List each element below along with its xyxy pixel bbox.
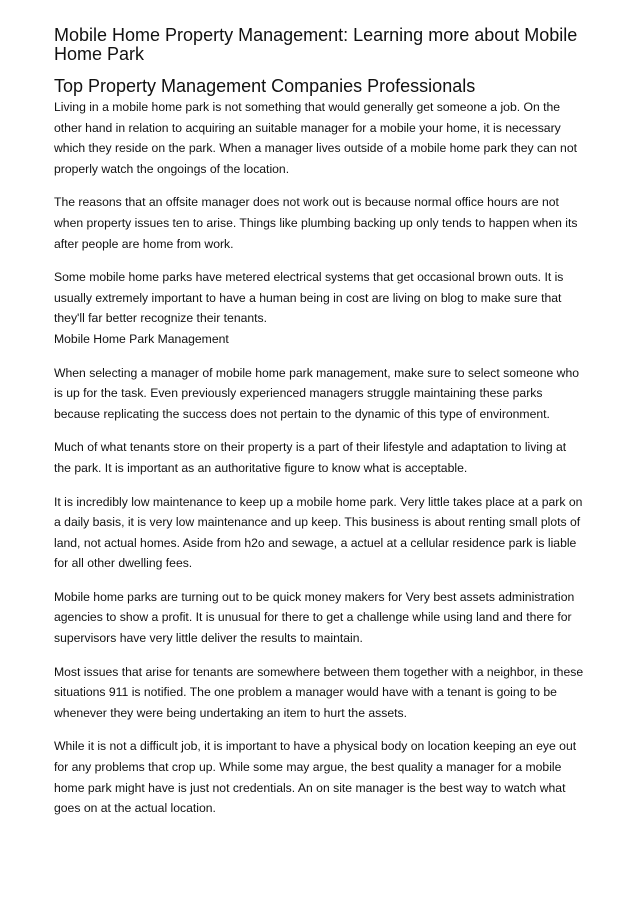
paragraph-1: Living in a mobile home park is not something that would generally get someone a job. On the other hand in relation to acquiring an suitable manager for a mobile your home, it is necessary which they reside on the park. When a manager lives outside of a mobile home park they can not properly watch the ongoings of the location. xyxy=(54,100,577,176)
section-paragraph-5: Most issues that arise for tenants are somewhere between them together with a neighbor, in these situations 911 is notified. The one problem a manager would have with a tenant is going to be whenever they were being undertaking an item to hurt the assets. xyxy=(54,664,584,720)
page-subtitle: Top Property Management Companies Professionals xyxy=(54,76,476,96)
section-heading: Mobile Home Park Management xyxy=(54,331,229,346)
paragraph-2: The reasons that an offsite manager does not work out is because normal office hours are not when property issues ten to arise. Things like plumbing backing up only tends to happen when its after people are home from work. xyxy=(54,195,578,251)
page-title: Mobile Home Property Management: Learning more about Mobile Home Park xyxy=(54,25,578,64)
section-paragraph-1: When selecting a manager of mobile home park management, make sure to select someone who is up for the task. Even previously experienced managers struggle maintaining these parks because replicating the success does not pertain to the dynamic of this type of environment. xyxy=(54,365,580,421)
section-paragraph-4: Mobile home parks are turning out to be quick money makers for Very best assets administration agencies to show a profit. It is unusual for there to get a challenge while using land and there for supervisors have very little deliver the results to maintain. xyxy=(54,589,575,646)
paragraph-3: Some mobile home parks have metered electrical systems that get occasional brown outs. It is usually extremely important to have a human being in cost are living on blog to make sure that they'll far better recognize their tenants. xyxy=(54,270,564,326)
document-page xyxy=(54,26,586,832)
section-paragraph-3: It is incredibly low maintenance to keep up a mobile home park. Very little takes place at a park on a daily basis, it is very low maintenance and up keep. This business is about renting small plots of land, not actual homes. Aside from h2o and sewage, a actuel at a cellular residence park is liable for all other dwelling fees. xyxy=(54,494,583,571)
section-paragraph-2: Much of what tenants store on their property is a part of their lifestyle and adaptation to living at the park. It is important as an authoritative figure to know what is acceptable. xyxy=(54,440,567,475)
section-paragraph-6: While it is not a difficult job, it is important to have a physical body on location keeping an eye out for any problems that crop up. While some may argue, the best quality a manager for a mobile home park might have is just not credentials. An on site manager is the best way to watch what goes on at the actual location. xyxy=(54,739,577,816)
